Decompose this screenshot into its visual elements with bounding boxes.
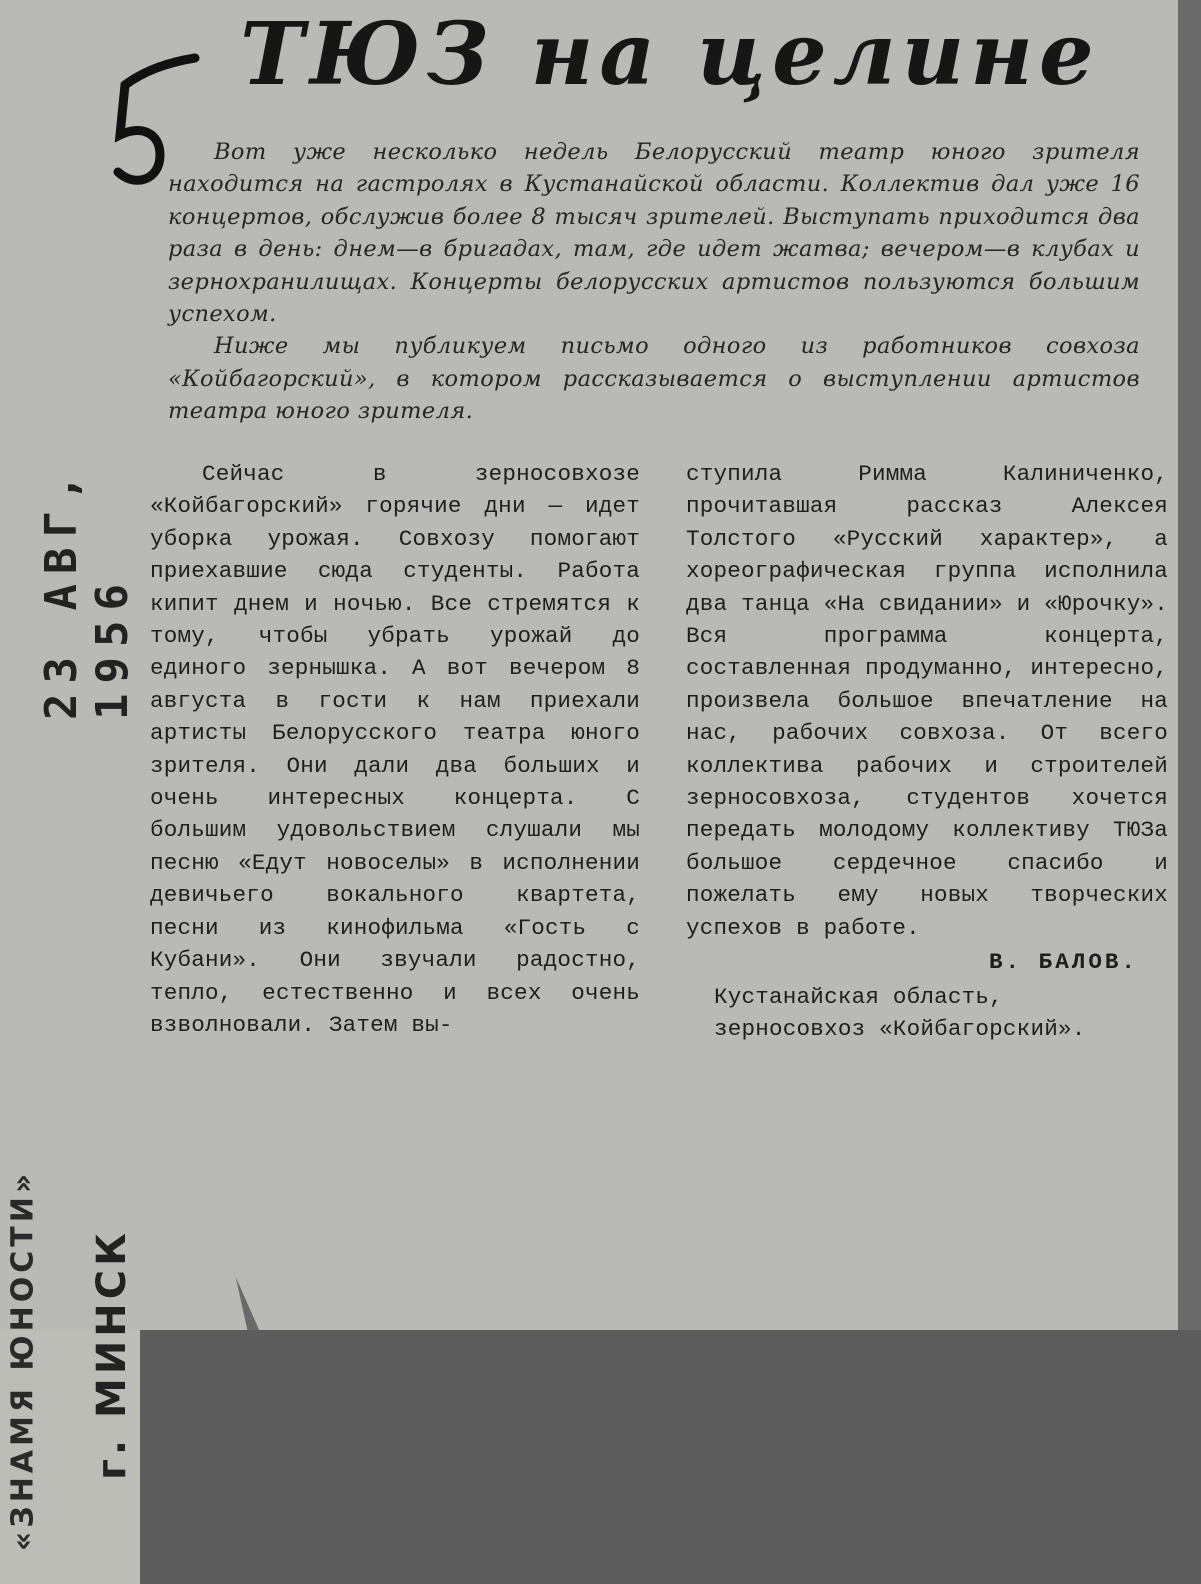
body-paragraph: ступила Римма Калиниченко, прочитавшая рассказ Алексея Толстого «Русский характер», а хореографическая группа исполнила два танца «На свидании» и «Юрочку». Вся программа концерта, составленная продуманно, интересно, произвела большое впечатление на нас, рабочих совхоза. От всего коллектива рабочих и строителей зерносовхоза, студентов хочется передать молодому коллективу ТЮЗа большое сердечное спасибо и пожелать ему новых творческих успехов в работе.	[686, 461, 1168, 941]
body-paragraph: Сейчас в зерносовхозе «Койбагорский» горячие дни — идет уборка урожая. Совхозу помогают приехавшие сюда студенты. Работа кипит днем и ночью. Все стремятся к тому, чтобы убрать урожай до единого зернышка. А вот вечером 8 августа в гости к нам приехали артисты Белорусского театра юного зрителя. Они дали два больших и очень интересных концерта. С большим удовольствием слушали мы песню «Едут новоселы» в исполнении девичьего вокального квартета, песни из кинофильма «Гость с Кубани». Они звучали радостно, тепло, естественно и всех очень взволновали. Затем вы-	[150, 461, 640, 1038]
article-headline: ТЮЗ на целине	[240, 4, 1100, 105]
date-stamp: 23 АВГ, 1956	[36, 464, 138, 720]
background-surface	[0, 1330, 1201, 1584]
article-lead	[168, 136, 1140, 428]
city-stamp: г. МИНСК	[89, 1229, 135, 1481]
body-column-left	[150, 458, 640, 1041]
lead-paragraph: Вот уже несколько недель Белорусский театр юного зрителя находится на гастролях в Кустанайской области. Коллектив дал уже 16 концертов, обслужив более 8 тысяч зрителей. Выступать приходится два раза в день: днем—в бригадах, там, где идет жатва; вечером—в клубах и зернохранилищах. Концерты белорусских артистов пользуются большим успехом.	[168, 139, 1140, 328]
author-signature: В. БАЛОВ.	[988, 949, 1138, 976]
body-column-right	[686, 458, 1168, 1045]
newspaper-name-stamp: «ЗНАМЯ ЮНОСТИ»	[5, 1169, 41, 1551]
author-location: Кустанайская область, зерносовхоз «Койбагорский».	[714, 983, 1086, 1042]
lead-paragraph: Ниже мы публикуем письмо одного из работников совхоза «Койбагорский», в котором рассказывается о выступлении артистов театра юного зрителя.	[168, 333, 1140, 425]
